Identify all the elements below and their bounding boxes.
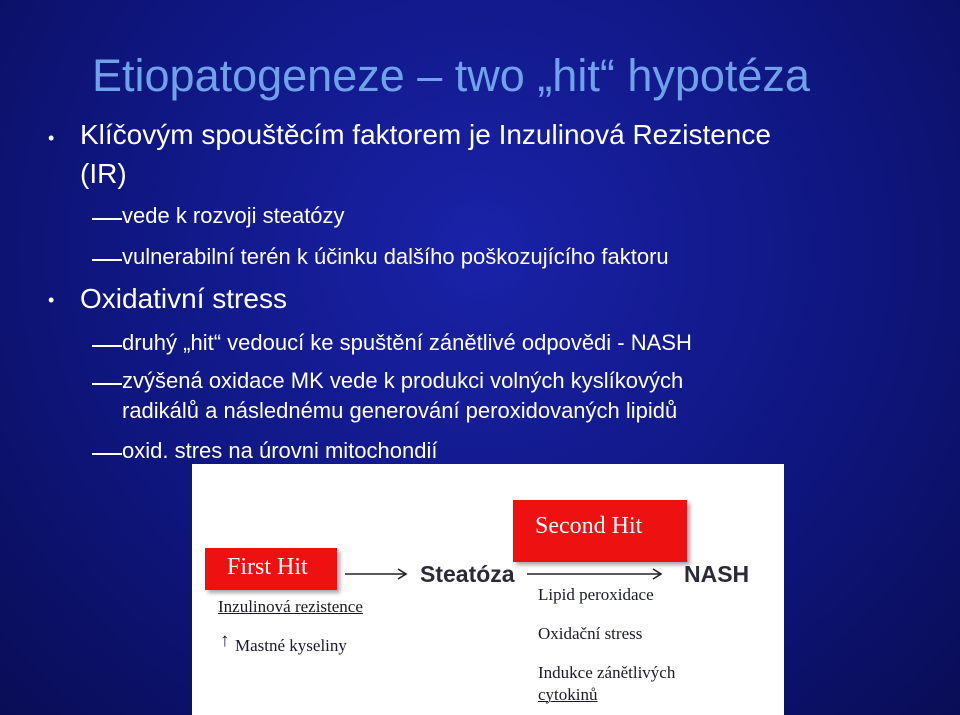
dash bbox=[92, 218, 122, 220]
two-hit-diagram bbox=[192, 464, 784, 715]
first-hit-item: Mastné kyseliny bbox=[235, 636, 347, 655]
first-hit-item: Inzulinová rezistence bbox=[218, 597, 363, 616]
arrows bbox=[192, 464, 784, 715]
steatoza-label: Steatóza bbox=[420, 561, 515, 587]
dash bbox=[92, 259, 122, 261]
sub-bullet-cont: radikálů a následnému generování peroxidovaných lipidů bbox=[122, 398, 678, 423]
sub-bullet: druhý „hit“ vedoucí ke spuštění zánětlivé odpovědi - NASH bbox=[122, 330, 692, 355]
first-hit-label: First Hit bbox=[227, 554, 308, 580]
sub-bullet: oxid. stres na úrovni mitochondií bbox=[122, 438, 438, 463]
dash bbox=[92, 345, 122, 347]
second-hit-item-cont: cytokinů bbox=[538, 685, 598, 704]
bullet-2-text: Oxidativní stress bbox=[80, 283, 287, 314]
bullet-dot: • bbox=[48, 128, 55, 148]
second-hit-item: Oxidační stress bbox=[538, 624, 643, 643]
dash bbox=[92, 383, 122, 385]
bullet-dot: • bbox=[48, 290, 55, 310]
second-hit-label: Second Hit bbox=[535, 513, 643, 539]
slide-title: Etiopatogeneze – two „hit“ hypotéza bbox=[92, 50, 810, 101]
arrow-icon bbox=[527, 569, 661, 579]
sub-bullet: zvýšená oxidace MK vede k produkci volných kyslíkových bbox=[122, 368, 684, 393]
up-arrow-icon: ↑ bbox=[220, 630, 230, 651]
second-hit-item: Indukce zánětlivých bbox=[538, 663, 676, 682]
second-hit-item: Lipid peroxidace bbox=[538, 585, 654, 604]
bullet-1-text-cont: (IR) bbox=[80, 158, 127, 189]
dash bbox=[92, 453, 122, 455]
sub-bullet: vulnerabilní terén k účinku dalšího poškozujícího faktoru bbox=[122, 244, 669, 269]
sub-bullet: vede k rozvoji steatózy bbox=[122, 203, 345, 228]
bullet-1-text: Klíčovým spouštěcím faktorem je Inzulinová Rezistence bbox=[80, 119, 771, 150]
arrow-icon bbox=[345, 569, 406, 579]
nash-label: NASH bbox=[684, 561, 750, 587]
